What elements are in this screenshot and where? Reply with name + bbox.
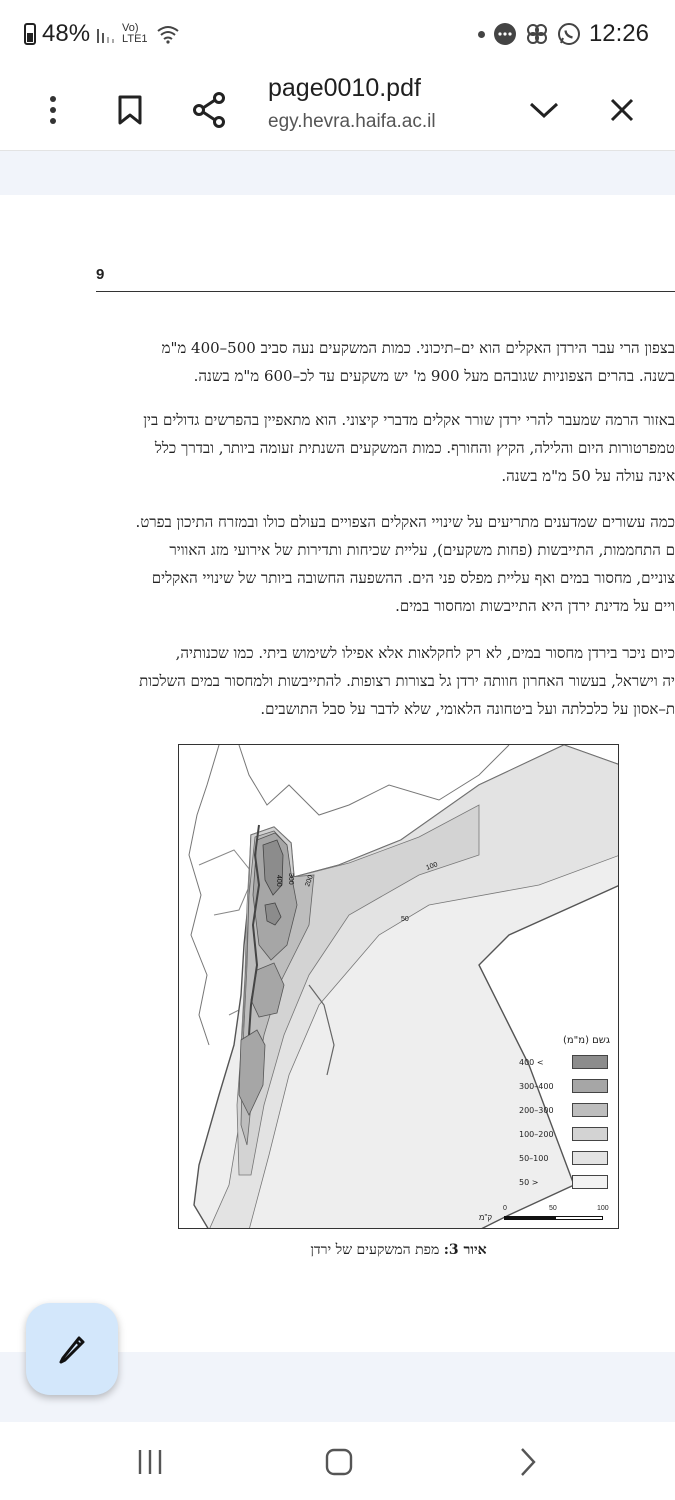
legend-label: 400 <: [519, 1057, 544, 1067]
back-chevron-icon: [518, 1447, 538, 1477]
scale-label-100: 100: [597, 1205, 609, 1212]
scale-bar-white: [555, 1216, 603, 1220]
paragraph-4: [96, 639, 675, 723]
bookmark-icon: [117, 94, 143, 126]
isohyet-label: 300: [287, 873, 294, 885]
wifi-icon: [156, 24, 180, 44]
status-left: [24, 20, 180, 48]
paragraph-line: בשנה. בהרים הצפוניות שגובהם מעל 900 מ' יש משקעים עד לכ–600 מ"מ בשנה.: [193, 367, 675, 385]
legend-label: 300–400: [519, 1081, 554, 1091]
isohyet-label: 200: [304, 874, 315, 888]
more-vert-icon: [49, 95, 57, 125]
system-nav-bar: [0, 1422, 675, 1500]
network-label: Vo) LTE1: [122, 22, 148, 45]
paragraph-line: יה וישראל, בעשור האחרון חוותה ירדן גל בצורות רצופות. להתייבשות ולמחסור במים השלכות: [139, 672, 675, 690]
legend-row: [519, 1074, 614, 1098]
paragraph-line: צוניים, מחסור במים ואף עליית מפלס פני הים. ההשפעה החשובה ביותר של שינויי האקלים: [151, 569, 675, 587]
notification-dot-icon: [478, 31, 485, 38]
legend-label: 50–100: [519, 1153, 549, 1163]
paragraph-line: באזור הרמה שמעבר להרי ירדן שורר אקלים מדברי קיצוני. הוא מתאפיין בהפרשים גדולים בין: [143, 411, 675, 429]
paragraph-line: ויים על מדינת ירדן היא התייבשות ומחסור במים.: [395, 597, 675, 615]
signal-icon: [96, 25, 116, 43]
map-legend: [519, 1035, 614, 1194]
document-title: page0010.pdf: [268, 74, 421, 102]
close-icon: [609, 97, 635, 123]
share-icon: [192, 92, 226, 128]
legend-label: 50 >: [519, 1177, 539, 1187]
page-number: 9: [96, 266, 105, 283]
expand-button[interactable]: [516, 82, 572, 138]
home-icon: [325, 1448, 353, 1476]
figure-caption: [178, 1242, 619, 1259]
legend-swatch: [572, 1079, 608, 1093]
isohyet-label: 400: [275, 875, 282, 887]
paragraph-3: [96, 508, 675, 620]
isohyet-label: 50: [401, 916, 409, 923]
pencil-icon: [55, 1332, 89, 1366]
rainfall-map-figure: [178, 744, 619, 1229]
chevron-down-icon: [529, 101, 559, 119]
paragraph-line: טמפרטורות היום והלילה, הקיץ והחורף. כמות המשקעים השנתית זעומה ביותר, ובדרך כלל: [154, 439, 675, 457]
more-options-button[interactable]: [25, 82, 81, 138]
recent-apps-button[interactable]: [120, 1440, 180, 1484]
scale-unit: ק"מ: [479, 1213, 493, 1222]
legend-row: [519, 1146, 614, 1170]
document-title-block: [268, 74, 498, 133]
status-right: [478, 20, 649, 48]
legend-row: [519, 1098, 614, 1122]
legend-label: 200–300: [519, 1105, 554, 1115]
paragraph-1: [96, 334, 675, 390]
figure-caption-label: איור 3:: [443, 1242, 487, 1258]
paragraph-line: בצפון הרי עבר הירדן האקלים הוא ים–תיכוני. כמות המשקעים נעה סביב 500–400 מ"מ: [161, 339, 675, 357]
paragraph-line: אינה עולה על 50 מ"מ בשנה.: [501, 467, 675, 485]
scale-bar-black: [504, 1216, 555, 1220]
status-bar: [0, 0, 675, 70]
legend-swatch: [572, 1127, 608, 1141]
scale-label-50: 50: [549, 1205, 557, 1212]
legend-swatch: [572, 1103, 608, 1117]
isohyet-label: 100: [425, 861, 439, 872]
legend-row: [519, 1122, 614, 1146]
share-button[interactable]: [181, 82, 237, 138]
page-gap-top: [0, 151, 675, 195]
paragraph-line: ת–אסון על כלכלתה ועל ביטחונה הלאומי, שלא לדבר על סבל התושבים.: [260, 700, 675, 718]
chat-icon: [493, 22, 517, 46]
legend-title: גשם (מ"מ): [562, 1035, 610, 1046]
legend-row: [519, 1170, 614, 1194]
clock: 12:26: [588, 20, 649, 47]
recent-apps-icon: [136, 1448, 164, 1476]
header-rule: [96, 291, 675, 292]
paragraph-2: [96, 406, 675, 490]
legend-row: [519, 1050, 614, 1074]
legend-swatch: [572, 1175, 608, 1189]
annotate-button[interactable]: [26, 1303, 118, 1395]
legend-rows: [519, 1050, 614, 1194]
legend-label: 100–200: [519, 1129, 554, 1139]
pdf-toolbar: [0, 70, 675, 150]
close-button[interactable]: [594, 82, 650, 138]
back-button[interactable]: [498, 1440, 558, 1484]
scale-label-0: 0: [503, 1205, 507, 1212]
home-button[interactable]: [309, 1440, 369, 1484]
battery-icon: [24, 23, 36, 45]
whatsapp-icon: [557, 22, 581, 46]
figure-caption-text: מפת המשקעים של ירדן: [310, 1242, 444, 1258]
bookmark-button[interactable]: [102, 82, 158, 138]
legend-swatch: [572, 1151, 608, 1165]
battery-percent: 48%: [42, 20, 91, 47]
legend-swatch: [572, 1055, 608, 1069]
pinwheel-app-icon: [525, 22, 549, 46]
paragraph-line: כמה עשורים שמדענים מתריעים על שינויי האקלים הצפויים בעולם כולו ובמזרח התיכון בפרט.: [135, 513, 675, 531]
paragraph-line: ם התחממות, התייבשות (פחות משקעים), עליית שכיחות ותדירות של אירועי מזג האוויר: [169, 541, 675, 559]
paragraph-line: כיום ניכר בירדן מחסור במים, לא רק לחקלאות אלא אפילו לשימוש ביתי. כמו שכנותיה,: [175, 644, 675, 662]
document-url: egy.hevra.haifa.ac.il: [268, 111, 436, 132]
